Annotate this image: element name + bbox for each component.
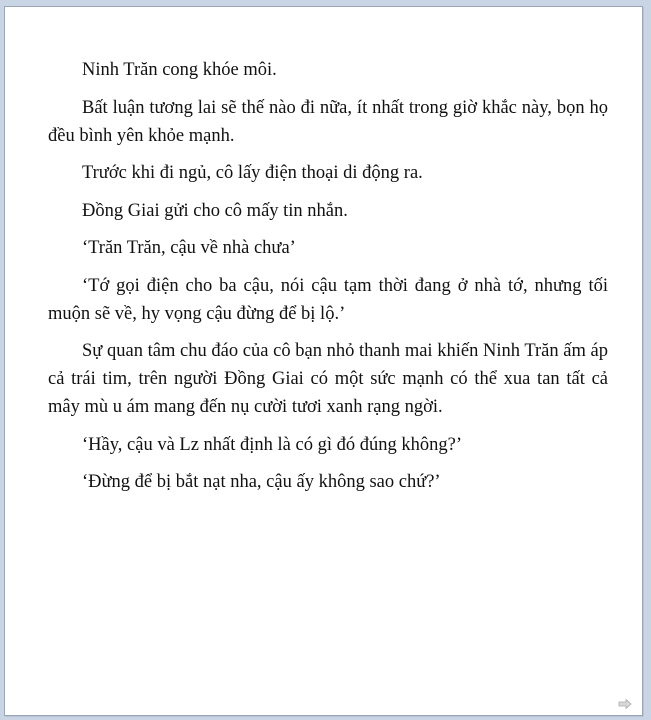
arrow-right-icon-svg xyxy=(618,699,632,709)
paragraph: Bất luận tương lai sẽ thế nào đi nữa, ít nhất trong giờ khắc này, bọn họ đều bình yên khỏe mạnh. xyxy=(48,97,608,146)
paragraph: ‘Đừng để bị bắt nạt nha, cậu ấy không sao chứ?’ xyxy=(82,472,441,492)
paragraph: Đồng Giai gửi cho cô mấy tin nhắn. xyxy=(82,200,348,221)
arrow-right-icon[interactable] xyxy=(618,699,634,711)
paragraph: ‘Tớ gọi điện cho ba cậu, nói cậu tạm thời đang ở nhà tớ, nhưng tối muộn sẽ về, hy vọng cậu đừng để bị lộ.’ xyxy=(48,275,608,324)
paragraph: ‘Hầy, cậu và Lz nhất định là có gì đó đúng không?’ xyxy=(82,434,462,455)
page-content xyxy=(48,56,608,506)
paragraph: ‘Trăn Trăn, cậu về nhà chưa’ xyxy=(82,238,296,258)
paragraph: Sự quan tâm chu đáo của cô bạn nhỏ thanh mai khiến Ninh Trăn ấm áp cả trái tim, trên người Đồng Giai có một sức mạnh có thể xua tan tất cả mây mù u ám mang đến nụ cười tươi xanh rạng ngời. xyxy=(48,341,608,417)
paragraph: Trước khi đi ngủ, cô lấy điện thoại di động ra. xyxy=(82,163,423,183)
paragraph: Ninh Trăn cong khóe môi. xyxy=(82,60,277,80)
document-page xyxy=(4,6,643,716)
